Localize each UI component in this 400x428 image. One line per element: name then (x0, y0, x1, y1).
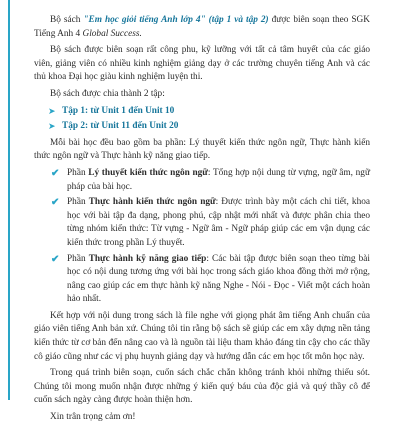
authors-paragraph: Bộ sách được biên soạn rất công phu, kỹ lưỡng với tất cả tâm huyết của các giáo viên, giảng viên có nhiều kinh nghiệm giảng dạy ở các trường chuyên tiếng Anh và các thủ khoa Đại học giàu kinh nghiệm luyện thi. (34, 45, 370, 83)
part-item (34, 253, 370, 307)
part-title: Thực hành kỹ năng giao tiếp (88, 253, 207, 264)
volume-label: Tập 1: từ Unit 1 đến Unit 10 (62, 105, 175, 116)
volume-label: Tập 2: từ Unit 11 đến Unit 20 (62, 121, 179, 132)
thanks-line: Xin trân trọng cảm ơn! (50, 412, 136, 423)
preface-page (34, 14, 370, 428)
intro-text-pre: Bộ sách (50, 15, 84, 25)
volume-item (34, 105, 370, 119)
part-description: : Tổng hợp nội dung từ vựng, ngữ âm, ngữ pháp của bài học. (67, 167, 370, 192)
part-prefix: Phần (67, 253, 89, 264)
part-description: : Được trình bày một cách chi tiết, khoa học với bài tập đa dạng, phong phú, cập nhật mới nhất và được phân chia theo từng nhóm kiến thức: Từ vựng - Ngữ âm - Ngữ pháp giúp các em vận dụng các kiến thức trong phần Lý thuyết. (67, 197, 370, 248)
parts-list (34, 167, 370, 307)
part-item (34, 167, 370, 194)
arrow-bullet-icon: ➤ (48, 121, 56, 132)
checkmark-icon: ✔ (51, 197, 60, 209)
intro-paragraph (34, 14, 370, 41)
part-prefix: Phần (67, 167, 89, 178)
parts-intro: Mỗi bài học đều bao gồm ba phần: Lý thuyết kiến thức ngôn ngữ, Thực hành kiến thức ngôn ngữ và Thực hành kỹ năng giao tiếp. (34, 137, 370, 162)
volumes-intro: Bộ sách được chia thành 2 tập: (50, 88, 165, 99)
part-description: : Các bài tập được biên soạn theo từng bài học có nội dung tương ứng với bài học trong sách giáo khoa đồng thời mở rộng, nâng cao giúp các em thực hành kỹ năng Nghe - Nói - Đọc - Viết một cách hoàn hảo nhất. (67, 253, 370, 305)
volume-list (34, 105, 370, 134)
part-title: Lý thuyết kiến thức ngôn ngữ (88, 167, 208, 178)
arrow-bullet-icon: ➤ (48, 105, 56, 116)
checkmark-icon: ✔ (51, 253, 60, 265)
series-name: Global Success. (82, 28, 142, 39)
audio-paragraph: Kết hợp với nội dung trong sách là file nghe với giọng phát âm tiếng Anh chuẩn của giáo viên tiếng Anh bản xứ. Chúng tôi tin rằng bộ sách sẽ giúp các em xây dựng nền tảng kiến thức từ cơ bản đến nâng cao và là nguồn tài liệu tham khảo đáng tin cậy cho các thầy cô giáo cũng như các vị phụ huynh giảng dạy và hướng dẫn các em học tốt môn học này. (34, 310, 370, 362)
part-item (34, 196, 370, 250)
checkmark-icon: ✔ (51, 167, 60, 179)
book-title: "Em học giỏi tiếng Anh lớp 4" (tập 1 và tập 2) (83, 15, 269, 25)
left-accent-rule (8, 0, 10, 400)
part-title: Thực hành kiến thức ngôn ngữ (88, 197, 216, 208)
feedback-paragraph: Trong quá trình biên soạn, cuốn sách chắc chắn không tránh khỏi những thiếu sót. Chúng tôi mong muốn nhận được những ý kiến quý báu của độc giả và quý thầy cô để cuốn sách ngày càng được hoàn thiện hơn. (34, 368, 370, 406)
volume-item (34, 120, 370, 134)
part-prefix: Phần (67, 197, 89, 208)
intro-text-post: được biên soạn theo SGK Tiếng Anh 4 (34, 15, 370, 39)
